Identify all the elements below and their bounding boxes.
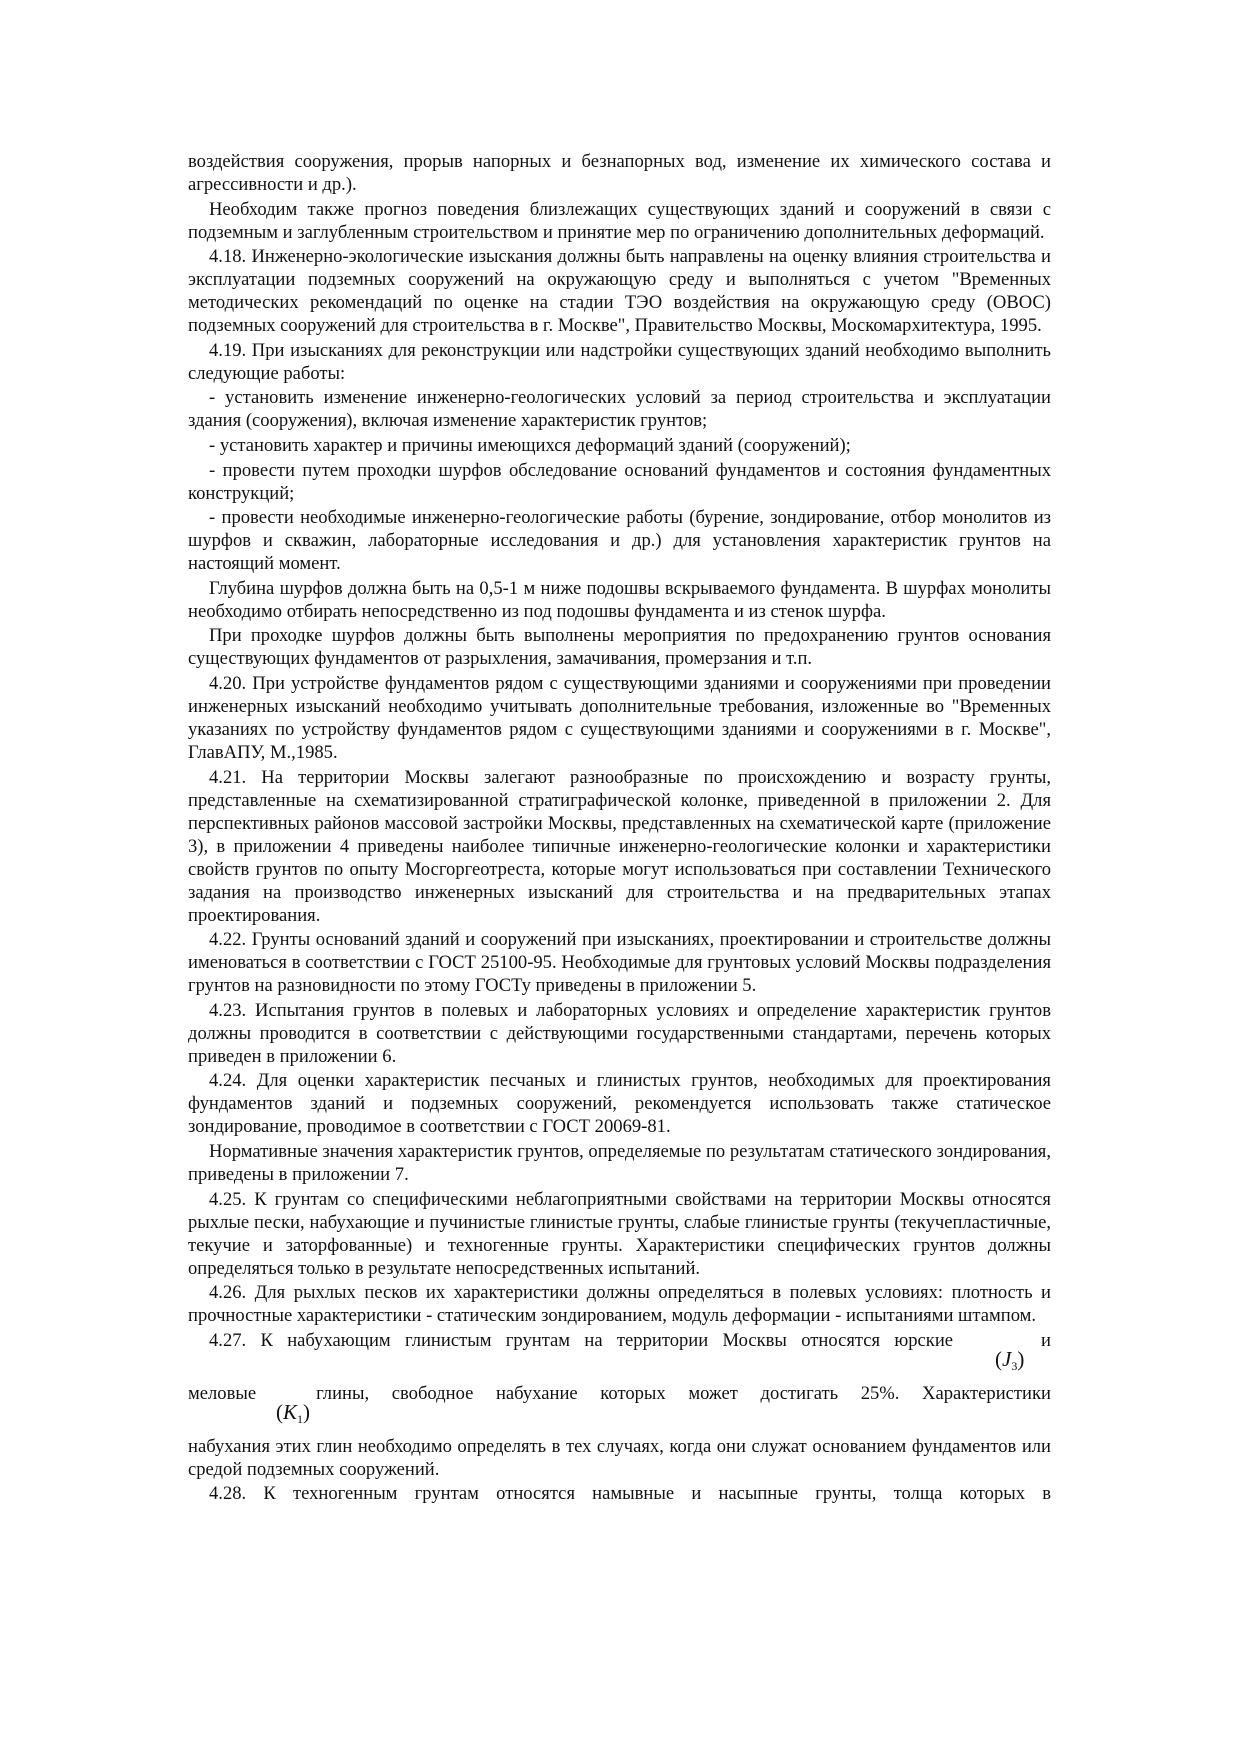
clause-4-27-line1-end: и [1041,1329,1051,1351]
paragraph-clause-4-22: 4.22. Грунты оснований зданий и сооружений при изысканиях, проектировании и строительстве должны именоваться в соответствии с ГОСТ 25100-95. Необходимые для грунтовых условий Москвы подразделения грунтов на разновидности по этому ГОСТу приведены в приложении 5. [188,929,1051,997]
paragraph-clause-4-18: 4.18. Инженерно-экологические изыскания должны быть направлены на оценку влияния строительства и эксплуатации подземных сооружений на окружающую среду и выполняться с учетом "Временных методических рекомендаций по оценке на стадии ТЭО воздействия на окружающую среду (ОВОС) подземных сооружений для строительства в г. Москве", Правительство Москвы, Москомархитектура, 1995. [188,246,1051,337]
paragraph-clause-4-20: 4.20. При устройстве фундаментов рядом с существующими зданиями и сооружениями при проведении инженерных изысканий необходимо учитывать дополнительные требования, изложенные во "Временных указаниях по устройству фундаментов рядом с существующими зданиями и сооружениями в г. Москве", ГлавАПУ, М.,1985. [188,672,1051,763]
paragraph: Необходим также прогноз поведения близлежащих существующих зданий и сооружений в связи с подземным и заглубленным строительством и принятие мер по ограничению дополнительных деформаций. [188,198,1051,243]
formula-k1-subscript: 1 [297,1411,304,1426]
paragraph: При проходке шурфов должны быть выполнены мероприятия по предохранению грунтов основания существующих фундаментов от разрыхления, замачивания, промерзания и т.п. [188,625,1051,670]
paragraph: Глубина шурфов должна быть на 0,5-1 м ниже подошвы вскрываемого фундамента. В шурфах монолиты необходимо отбирать непосредственно из под подошвы фундамента и из стенок шурфа. [188,577,1051,622]
clause-4-27-line2-text: глины, свободное набухание которых может достигать 25%. Характеристики [316,1382,1051,1404]
formula-row-1 [188,1346,1051,1382]
paragraph: воздействия сооружения, прорыв напорных и безнапорных вод, изменение их химического состава и агрессивности и др.). [188,151,1051,195]
paragraph-clause-4-19: 4.19. При изысканиях для реконструкции или надстройки существующих зданий необходимо выполнить следующие работы: [188,339,1051,384]
clause-4-27-line2 [188,1382,1051,1405]
list-item: - установить характер и причины имеющихся деформаций зданий (сооружений); [209,434,851,456]
list-item: - провести путем проходки шурфов обследование оснований фундаментов и состояния фундаментных конструкций; [188,459,1051,504]
formula-j3-symbol: J [1002,1346,1012,1371]
paragraph-clause-4-27 [188,1329,1051,1481]
formula-k1-symbol: K [283,1399,298,1424]
paragraph-clause-4-25: 4.25. К грунтам со специфическими неблагоприятными свойствами на территории Москвы относятся рыхлые пески, набухающие и пучинистые глинистые грунты, слабые глинистые грунты (текучепластичные, текучие и заторфованные) и техногенные грунты. Характеристики специфических грунтов должны определяться только в результате непосредственных испытаний. [188,1188,1051,1279]
formula-row-2 [188,1399,1051,1435]
formula-j3-subscript: 3 [1011,1358,1018,1373]
formula-j3: $(J_3)$ [995,1346,1025,1373]
clause-4-27-line1-text: 4.27. К набухающим глинистым грунтам на территории Москвы относятся юрские [209,1329,954,1351]
formula-k1: $(K_1)$ [276,1399,311,1426]
clause-4-27-line1 [188,1329,1051,1352]
list-item: - установить изменение инженерно-геологических условий за период строительства и эксплуатации здания (сооружения), включая изменение характеристик грунтов; [188,387,1051,432]
paragraph-clause-4-21: 4.21. На территории Москвы залегают разнообразные по происхождению и возрасту грунты, представленные на схематизированной стратиграфической колонке, приведенной в приложении 2. Для перспективных районов массовой застройки Москвы, представленных на схематической карте (приложение 3), в приложении 4 приведены наиболее типичные инженерно-геологические колонки и характеристики свойств грунтов по опыту Мосгоргеотреста, которые могут использоваться при составлении Технического задания на производство инженерных изысканий для строительства и на предварительных этапах проектирования. [188,766,1051,926]
paragraph: Нормативные значения характеристик грунтов, определяемые по результатам статического зондирования, приведены в приложении 7. [188,1140,1051,1185]
paragraph-clause-4-24: 4.24. Для оценки характеристик песчаных и глинистых грунтов, необходимых для проектирования фундаментов зданий и подземных сооружений, рекомендуется использовать также статическое зондирование, проводимое в соответствии с ГОСТ 20069-81. [188,1070,1051,1138]
document-page [188,150,1051,1507]
list-item: - провести необходимые инженерно-геологические работы (бурение, зондирование, отбор монолитов из шурфов и скважин, лабораторные исследования и др.) для установления характеристик грунтов на настоящий момент. [188,507,1051,575]
clause-4-27-rest: набухания этих глин необходимо определять в тех случаях, когда они служат основанием фундаментов или средой подземных сооружений. [188,1435,1051,1480]
paragraph-clause-4-26: 4.26. Для рыхлых песков их характеристики должны определяться в полевых условиях: плотность и прочностные характеристики - статическим зондированием, модуль деформации - испытаниями штампом. [188,1282,1051,1327]
paragraph-clause-4-23: 4.23. Испытания грунтов в полевых и лабораторных условиях и определение характеристик грунтов должны проводится в соответствии с действующими государственными стандартами, перечень которых приведен в приложении 6. [188,999,1051,1067]
clause-4-27-line2-start: меловые [188,1382,257,1404]
paragraph-clause-4-28: 4.28. К техногенным грунтам относятся намывные и насыпные грунты, толща которых в [209,1483,1051,1505]
